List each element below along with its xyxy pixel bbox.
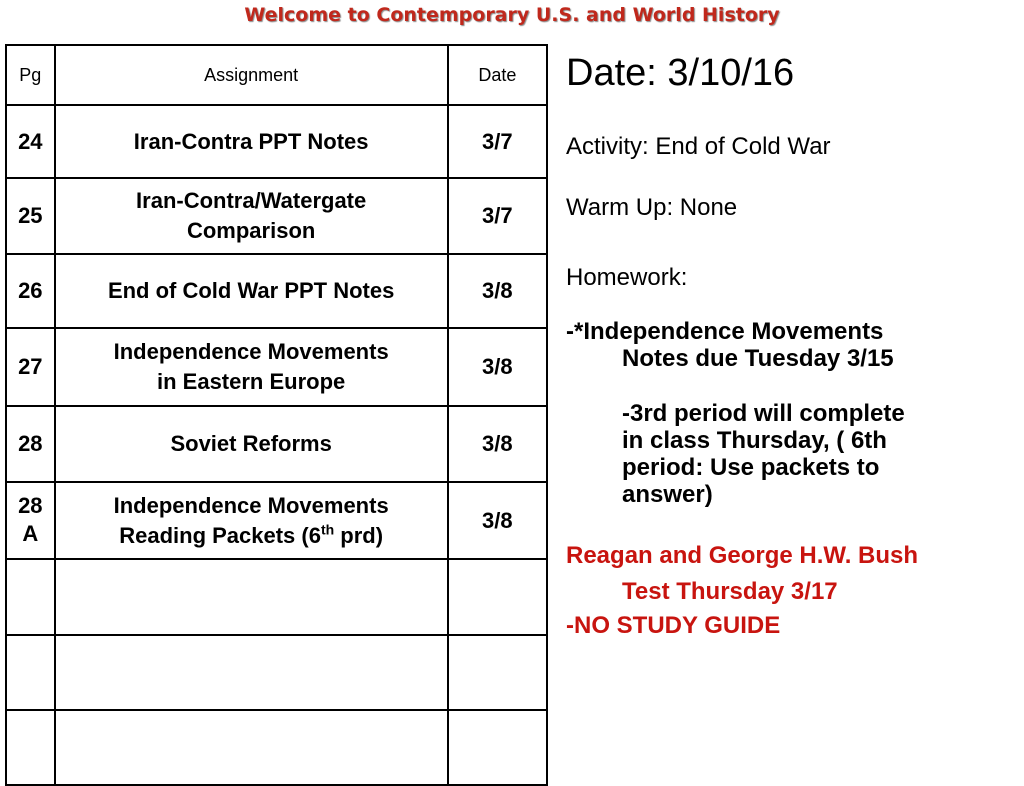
- assignment-line: [60, 521, 443, 551]
- test-notice: Reagan and George H.W. Bush: [566, 542, 919, 569]
- assignment-table: [5, 44, 548, 786]
- superscript-th: th: [320, 521, 335, 538]
- table-row-empty: [6, 710, 547, 785]
- table-row: [6, 406, 547, 482]
- row-pg: 28: [6, 406, 55, 482]
- hw-line: -3rd period will complete: [622, 400, 905, 427]
- row-date: 3/7: [448, 105, 547, 178]
- assignment-line: Independence Movements: [113, 339, 389, 364]
- header-assignment: Assignment: [55, 45, 448, 105]
- table-header-row: [6, 45, 547, 105]
- assignment-line: in Eastern Europe: [157, 369, 346, 394]
- row-date: 3/7: [448, 178, 547, 254]
- table-row-empty: [6, 635, 547, 710]
- row-assignment: End of Cold War PPT Notes: [55, 254, 448, 328]
- hw-line: Notes due Tuesday 3/15: [622, 345, 894, 372]
- homework-item-2: [566, 400, 905, 508]
- agenda-warmup: Warm Up: None: [566, 194, 738, 221]
- row-pg: [6, 482, 55, 559]
- header-date: Date: [448, 45, 547, 105]
- table-row: [6, 254, 547, 328]
- agenda-date: Date: 3/10/16: [566, 52, 795, 94]
- no-study-guide: -NO STUDY GUIDE: [566, 612, 781, 639]
- agenda-activity: Activity: End of Cold War: [566, 133, 831, 160]
- row-assignment: Soviet Reforms: [55, 406, 448, 482]
- row-assignment: [55, 482, 448, 559]
- table-row: [6, 482, 547, 559]
- table-row-empty: [6, 559, 547, 635]
- assignment-line: Comparison: [186, 218, 316, 243]
- hw-line: -*Independence Movements: [566, 318, 884, 345]
- test-date: Test Thursday 3/17: [622, 578, 838, 605]
- row-assignment: [55, 328, 448, 406]
- row-date: 3/8: [448, 406, 547, 482]
- header-pg: Pg: [6, 45, 55, 105]
- hw-line: period: Use packets to: [622, 454, 880, 481]
- row-pg: 25: [6, 178, 55, 254]
- row-pg: 26: [6, 254, 55, 328]
- homework-item-1: [566, 318, 894, 372]
- row-assignment: [55, 178, 448, 254]
- row-date: 3/8: [448, 328, 547, 406]
- assignment-text: Reading Packets (6: [119, 522, 321, 548]
- row-date: 3/8: [448, 482, 547, 559]
- page-banner: Welcome to Contemporary U.S. and World History: [244, 4, 780, 26]
- row-pg: 27: [6, 328, 55, 406]
- table-row: [6, 105, 547, 178]
- assignment-line: Iran-Contra/Watergate: [136, 188, 367, 213]
- row-assignment: Iran-Contra PPT Notes: [55, 105, 448, 178]
- row-date: 3/8: [448, 254, 547, 328]
- assignment-text: prd): [334, 522, 384, 548]
- table-row: [6, 328, 547, 406]
- assignment-line: Independence Movements: [113, 492, 389, 518]
- hw-line: in class Thursday, ( 6th: [622, 427, 887, 454]
- pg-line: A: [22, 521, 39, 546]
- row-pg: 24: [6, 105, 55, 178]
- table-row: [6, 178, 547, 254]
- pg-line: 28: [18, 493, 43, 518]
- homework-label: Homework:: [566, 264, 688, 291]
- hw-line: answer): [622, 481, 713, 508]
